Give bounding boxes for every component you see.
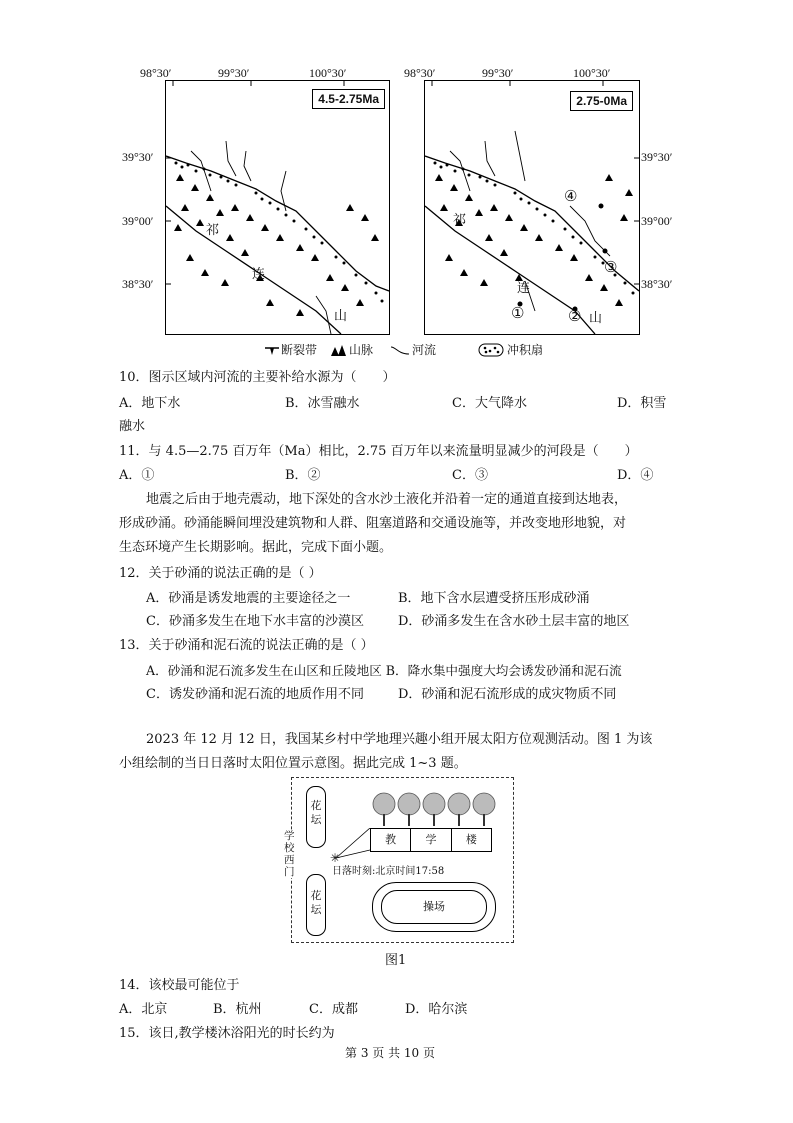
q12-option-c: C．砂涌多发生在地下水丰富的沙漠区 [146,614,364,629]
left-map-frame [165,80,390,335]
right-lon-1: 98°30′ [404,66,436,80]
left-label-lian: 连 [252,267,266,282]
passage1-line3: 生态环境产生长期影响。据此，完成下面小题。 [119,540,393,555]
left-map-drawing [166,81,389,334]
q14-option-d: D．哈尔滨 [405,1002,468,1017]
playground-label: 操场 [381,890,487,924]
left-lat-3: 38°30′ [122,277,154,291]
right-map-frame [424,80,640,335]
left-label-qi: 祁 [206,223,220,238]
q14-option-c: C．成都 [309,1002,358,1017]
building-char-1: 教 [371,829,411,851]
passage1-line2: 形成砂涌。砂涌能瞬间埋没建筑物和人群、阻塞道路和交通设施等，并改变地形地貌，对 [119,516,627,531]
q11-option-c: C．③ [452,468,488,483]
q10-option-d-cont: 融水 [119,419,146,434]
right-lat-2: 39°00′ [641,214,673,228]
q10-option-d: D．积雪 [617,396,667,411]
q12-option-a: A．砂涌是诱发地震的主要途径之一 [146,591,351,606]
q11-stem: 11．与 4.5—2.75 百万年（Ma）相比，2.75 百万年以来流量明显减少的河段是（ ） [119,444,638,459]
q11-option-b: B．② [285,468,321,483]
flower-bed-top-label: 花坛 [310,799,322,826]
right-map-drawing [425,81,639,334]
right-label-lian: 连 [517,281,531,296]
q14-option-b: B．杭州 [213,1002,262,1017]
left-lon-1: 98°30′ [140,66,172,80]
trees-icon [372,790,497,828]
q13-option-ab: A．砂涌和泥石流多发生在山区和丘陵地区 B．降水集中强度大均会诱发砂涌和泥石流 [146,663,622,678]
marker-4: ④ [564,187,578,205]
building-char-2: 学 [411,829,451,851]
alluvial-fan-icon [478,342,504,358]
q10-option-b: B．冰雪融水 [285,396,360,411]
right-lat-3: 38°30′ [641,277,673,291]
right-period-label: 2.75-0Ma [570,91,633,111]
q10-stem: 10．图示区域内河流的主要补给水源为（ ） [119,370,396,385]
q12-option-d: D．砂涌多发生在含水砂土层丰富的地区 [398,614,630,629]
q10-option-a: A．地下水 [119,396,181,411]
sun-lines [330,828,410,868]
q13-option-c: C．诱发砂涌和泥石流的地质作用不同 [146,687,364,702]
flower-bed-bottom [306,874,326,936]
figure1-frame [284,777,514,943]
left-lat-1: 39°30′ [122,150,154,164]
q13-stem: 13．关于砂涌和泥石流的说法正确的是（ ） [119,638,374,653]
fault-icon [264,345,280,357]
page-footer: 第 3 页 共 10 页 [345,1046,435,1060]
flower-bed-bottom-label: 花坛 [310,889,322,916]
flower-bed-top [306,786,326,848]
passage2-line2: 小组绘制的当日日落时太阳位置示意图。据此完成 1~3 题。 [119,756,467,771]
legend-fan: 冲积扇 [507,343,544,357]
passage2-line1: 2023 年 12 月 12 日，我国某乡村中学地理兴趣小组开展太阳方位观测活动。图 1 为该 [146,732,653,747]
right-lon-3: 100°30′ [573,66,611,80]
q12-stem: 12．关于砂涌的说法正确的是（ ） [119,566,322,581]
sunset-time: 日落时刻:北京时间17:58 [332,866,445,877]
q12-option-b: B．地下含水层遭受挤压形成砂涌 [398,591,590,606]
q15-stem: 15．该日,教学楼沐浴阳光的时长约为 [119,1026,335,1041]
west-gate-label: 学校西门 [284,830,295,878]
right-label-qi: 祁 [453,213,467,228]
right-lon-2: 99°30′ [482,66,514,80]
sun-icon: ✳ [330,851,341,865]
q14-stem: 14．该校最可能位于 [119,978,240,993]
legend-mountain: 山脉 [349,343,374,357]
playground-outer [372,882,496,932]
right-lat-1: 39°30′ [641,150,673,164]
left-lon-2: 99°30′ [218,66,250,80]
q11-option-d: D．④ [617,468,654,483]
q10-option-c: C．大气降水 [452,396,527,411]
river-icon [390,344,410,356]
marker-3: ③ [604,258,618,276]
legend-fault: 断裂带 [281,343,318,357]
left-label-shan: 山 [334,309,348,324]
q14-option-a: A．北京 [119,1002,168,1017]
marker-1: ① [511,304,525,322]
building-char-3: 楼 [465,833,477,846]
q13-option-d: D．砂涌和泥石流形成的成灾物质不同 [398,687,617,702]
left-period-label: 4.5-2.75Ma [312,89,385,109]
marker-2: ② [568,307,582,325]
figure1-caption: 图1 [385,953,407,968]
right-label-shan: 山 [589,311,603,326]
legend-river: 河流 [412,343,437,357]
left-lon-3: 100°30′ [309,66,347,80]
passage1-line1: 地震之后由于地壳震动，地下深处的含水沙土液化并沿着一定的通道直接到达地表， [146,492,628,507]
q11-option-a: A．① [119,468,155,483]
mountain-icon [330,343,348,357]
left-lat-2: 39°00′ [122,214,154,228]
